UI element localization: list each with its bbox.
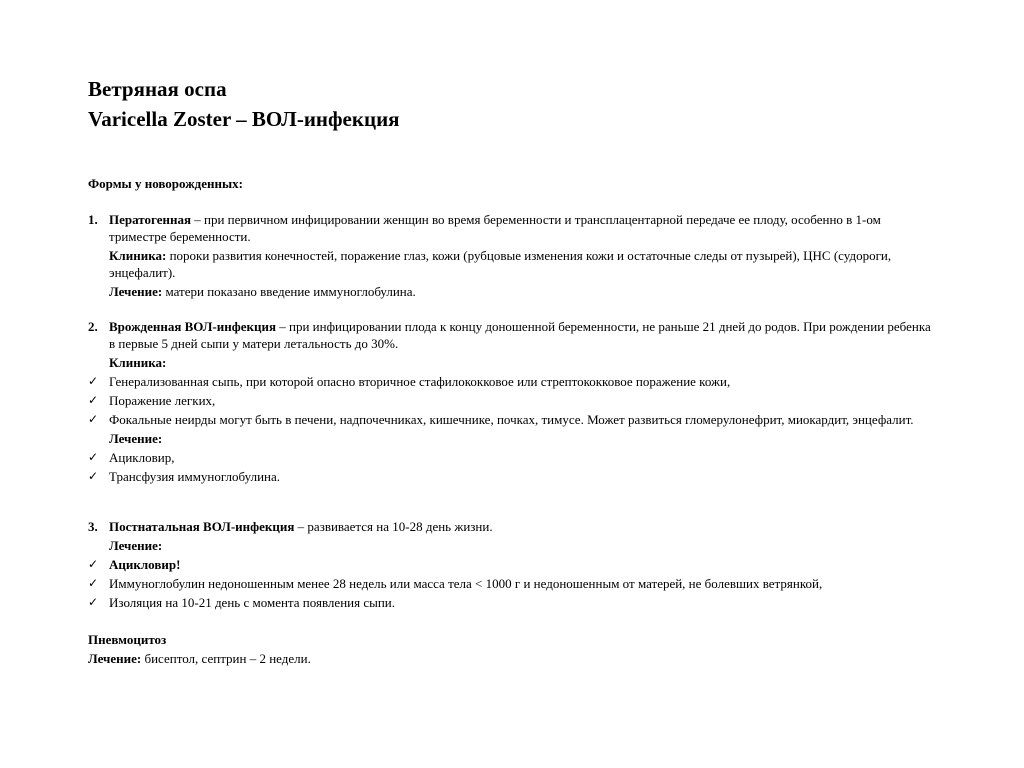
form-item-1-treatment-text: матери показано введение иммуноглобулина. <box>162 284 416 299</box>
check-icon: ✓ <box>88 450 99 464</box>
forms-heading-block <box>88 175 940 192</box>
pneumo-treatment-label: Лечение: <box>88 651 142 666</box>
form-item-2-desc: – при инфицировании плода к концу доношенной беременности, не раньше 21 дней до родов. При рождении ребенка в первые 5 дней сыпи у матери летальность до 30%. <box>109 319 931 351</box>
form-item-1-clinic-label: Клиника: <box>109 248 167 263</box>
checklist-item <box>88 468 940 485</box>
form-item-1-clinic <box>88 247 940 281</box>
pneumo-block <box>88 631 940 667</box>
checklist-item <box>88 373 940 390</box>
checklist-item-text: Иммуноглобулин недоношенным менее 28 недель или масса тела < 1000 г и недоношенным от матерей, не болевших ветрянкой, <box>109 576 823 591</box>
checklist-item-text: Ацикловир, <box>109 450 175 465</box>
checklist-item <box>88 449 940 466</box>
checklist-item-text: Ацикловир! <box>109 557 181 572</box>
form-item-1-intro <box>88 211 940 245</box>
form-item-1-desc: – при первичном инфицировании женщин во время беременности и трансплацентарной передаче ее плоду, особенно в 1-ом триместре беременности. <box>109 212 881 244</box>
form-item-2-treatment-label: Лечение: <box>109 431 163 446</box>
form-item-1-number: 1. <box>88 212 98 227</box>
forms-heading: Формы у новорожденных: <box>88 176 243 191</box>
checklist-item-text: Поражение легких, <box>109 393 216 408</box>
form-item-2-number: 2. <box>88 319 98 334</box>
check-icon: ✓ <box>88 393 99 407</box>
check-icon: ✓ <box>88 412 99 426</box>
checklist-item <box>88 392 940 409</box>
form-item-3 <box>88 518 940 611</box>
title-line-2: Varicella Zoster – ВОЛ-инфекция <box>88 107 400 131</box>
checklist-item <box>88 594 940 611</box>
page-title <box>88 74 400 134</box>
form-item-2-clinic-label: Клиника: <box>109 355 167 370</box>
check-icon: ✓ <box>88 374 99 388</box>
form-item-2-intro <box>88 318 940 352</box>
checklist-item <box>88 556 940 573</box>
check-icon: ✓ <box>88 557 99 571</box>
form-item-3-number: 3. <box>88 519 98 534</box>
form-item-1 <box>88 211 940 300</box>
checklist-item-text: Трансфузия иммуноглобулина. <box>109 469 281 484</box>
pneumo-heading: Пневмоцитоз <box>88 632 167 647</box>
checklist-item <box>88 575 940 592</box>
form-item-3-name: Постнатальная ВОЛ-инфекция <box>109 519 295 534</box>
form-item-3-treatment-label: Лечение: <box>109 538 163 553</box>
checklist-item-text: Генерализованная сыпь, при которой опасно вторичное стафилококковое или стрептококковое поражение кожи, <box>109 374 731 389</box>
check-icon: ✓ <box>88 469 99 483</box>
form-item-3-desc: – развивается на 10-28 день жизни. <box>294 519 493 534</box>
form-item-1-name: Ператогенная <box>109 212 192 227</box>
form-item-2-name: Врожденная ВОЛ-инфекция <box>109 319 277 334</box>
title-line-1: Ветряная оспа <box>88 77 227 101</box>
form-item-2 <box>88 318 940 485</box>
checklist-item-text: Изоляция на 10-21 день с момента появления сыпи. <box>109 595 395 610</box>
checklist-item <box>88 411 940 428</box>
checklist-item-text: Фокальные неирды могут быть в печени, надпочечниках, кишечнике, почках, тимусе. Может развиться гломерулонефрит, миокардит, энцефалит. <box>109 412 914 427</box>
check-icon: ✓ <box>88 576 99 590</box>
form-item-1-treatment <box>88 283 940 300</box>
pneumo-treatment <box>88 650 940 667</box>
form-item-3-intro <box>88 518 940 535</box>
form-item-1-clinic-text: пороки развития конечностей, поражение глаз, кожи (рубцовые изменения кожи и остаточные следы от пузырей), ЦНС (судороги, энцефалит). <box>109 248 892 280</box>
pneumo-treatment-text: бисептол, септрин – 2 недели. <box>141 651 311 666</box>
check-icon: ✓ <box>88 595 99 609</box>
form-item-1-treatment-label: Лечение: <box>109 284 163 299</box>
